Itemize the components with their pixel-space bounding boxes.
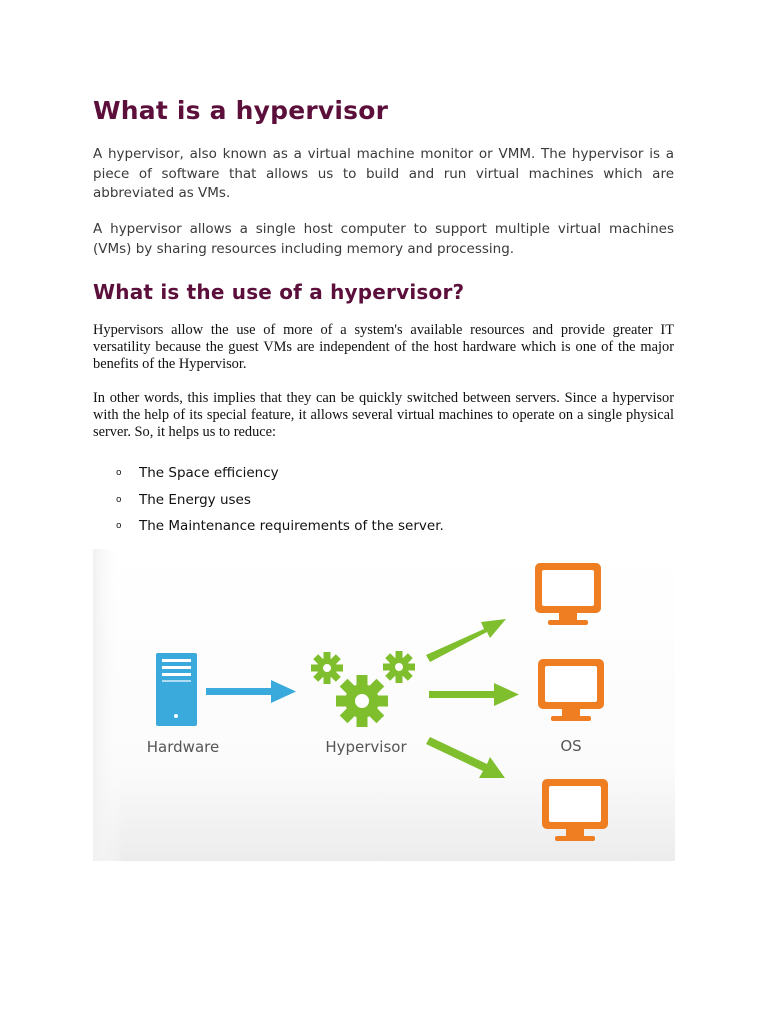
section-heading-use: What is the use of a hypervisor?: [93, 280, 465, 304]
bullet-icon: o: [116, 468, 122, 478]
intro-paragraph-2: A hypervisor allows a single host computer to support multiple virtual machines (VMs) by sharing resources including memory and processing.: [93, 221, 674, 257]
bullet-icon: o: [116, 494, 122, 505]
use-paragraph-2: In other words, this implies that they can be quickly switched between servers. Since a hypervisor with the help of its special feature, it allows several virtual machines to operate on a single physical server. So, it helps us to reduce:: [93, 390, 674, 440]
hypervisor-diagram: [93, 549, 675, 861]
use-paragraph: Hypervisors allow the use of more of a system's available resources and provide greater IT versatility because the guest VMs are independent of the host hardware which is one of the major benefits of the Hypervisor.: [93, 322, 674, 372]
bullet-icon: o: [116, 521, 122, 531]
list-item-text: The Energy uses: [139, 491, 251, 508]
page-title: What is a hypervisor: [93, 96, 389, 125]
list-item-text: The Maintenance requirements of the server.: [139, 518, 444, 534]
intro-paragraph: A hypervisor, also known as a virtual machine monitor or VMM. The hypervisor is a piece of software that allows us to build and run virtual machines which are abbreviated as VMs.: [93, 146, 674, 201]
hardware-label: Hardware: [146, 738, 220, 756]
list-item-text: The Space efficiency: [139, 465, 279, 481]
hypervisor-label: Hypervisor: [325, 738, 407, 756]
list-item: [93, 460, 444, 487]
os-label: OS: [560, 737, 582, 755]
list-item: [93, 513, 444, 540]
list-item: [93, 487, 444, 514]
server-icon: [156, 653, 197, 726]
reduction-list: [93, 460, 444, 540]
